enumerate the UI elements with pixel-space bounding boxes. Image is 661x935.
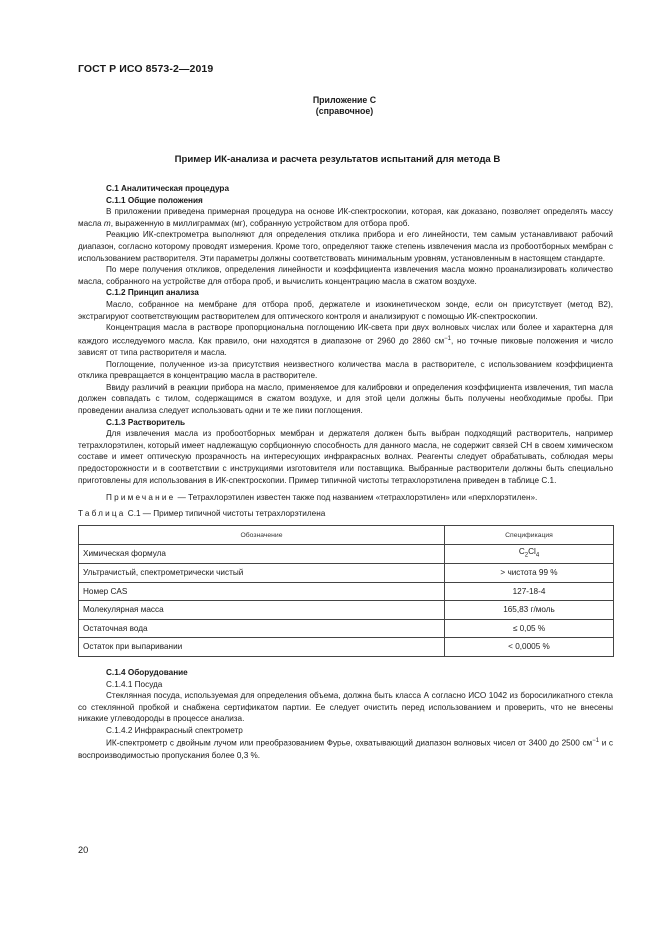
table-row	[79, 601, 614, 620]
table-row	[79, 638, 614, 657]
table-cell: Ультрачистый, спектрометрически чистый	[79, 563, 445, 582]
section-heading-c11: С.1.1 Общие положения	[106, 195, 203, 205]
table-cell: > чистота 99 %	[445, 563, 614, 582]
table-caption: Таблица С.1 — Пример типичной чистоты тетрахлорэтилена	[78, 508, 326, 518]
note: Примечание — Тетрахлорэтилен известен также под названием «тетрахлорэтилен» или «перхлорэтилен».	[106, 493, 538, 503]
table-cell: Остаток при выпаривании	[79, 638, 445, 657]
section-heading-c14: С.1.4 Оборудование	[106, 667, 188, 677]
table-cell: Химическая формула	[79, 545, 445, 564]
section-heading-c1: С.1 Аналитическая процедура	[106, 184, 229, 193]
paragraph: Реакцию ИК-спектрометра выполняют для определения отклика прибора и его линейности, тем самым устанавливают рабочий диапазон, согласно которому проводят измерения. Кроме того, определяют также степень извлечения масла из пробоотборных мембран с использованием растворителя. Эти параметры должны соответствовать минимальным уровням, установленным в настоящем стандарте.	[78, 230, 613, 263]
paragraph: Для извлечения масла из пробоотборных мембран и держателя должен быть выбран подходящий растворитель, например тетрахлорэтилен, который имеет надлежащую сорбционную способность для данного масла, не содержит связей СН в своем химическом составе и имеет оптическую прозрачность на интересующих инфракрасных волнах. Реагенты следует обрабатывать, соблюдая меры предосторожности и в соответствии с инструкциями изготовителя или поставщика. Выбранные растворители должны быть специально приготовлены для использования в ИК-спектроскопии. Пример типичной чистоты тетрахлорэтилена приведен в таблице С.1.	[78, 429, 613, 485]
table-row	[79, 563, 614, 582]
table-cell: < 0,0005 %	[445, 638, 614, 657]
annex-title: Приложение С	[312, 95, 377, 105]
paragraph: По мере получения откликов, определения линейности и коэффициента извлечения масла можно проанализировать количество масла, собранного на устройстве для отбора проб, и вычислить концентрацию масла в сжатом воздухе.	[78, 265, 613, 286]
table-cell: Остаточная вода	[79, 619, 445, 638]
subsection-heading: С.1.4.2 Инфракрасный спектрометр	[106, 725, 243, 735]
purity-table	[78, 525, 614, 657]
chemical-formula: $C_2Cl_4$	[445, 545, 614, 564]
paragraph: Ввиду различий в реакции прибора на масло, применяемое для калибровки и определения коэффициента извлечения, тип масла должен совпадать с тилом, содержащимся в сжатом воздухе, и для этой цели должны быть получены необходимые пробы. При проведении анализа следует использовать одни и те же пики поглощения.	[78, 382, 613, 416]
main-title: Пример ИК-анализа и расчета результатов испытаний для метода В	[174, 154, 501, 165]
section-heading-c12: С.1.2 Принцип анализа	[106, 288, 199, 298]
paragraph: Поглощение, полученное из-за присутствия неизвестного количества масла в растворителе, с использованием коэффициента отклика превращается в концентрацию масла в растворителе.	[78, 359, 613, 381]
column-header: Обозначение	[79, 526, 445, 545]
table-cell: ≤ 0,05 %	[445, 619, 614, 638]
column-header: Спецификация	[445, 526, 614, 545]
section-heading-c13: С.1.3 Растворитель	[106, 417, 186, 427]
paragraph: В приложении приведена примерная процедура на основе ИК-спектроскопии, которая, как доказано, позволяет определять массу масла m, выраженную в миллиграммах (мг), собранную устройством для отбора проб.	[78, 207, 613, 228]
subsection-heading: С.1.4.1 Посуда	[106, 679, 163, 689]
annex-subtitle: (справочное)	[315, 106, 374, 116]
table-cell: 127-18-4	[445, 582, 614, 601]
table-row	[79, 545, 614, 564]
page-number: 20	[78, 845, 89, 855]
document-body	[78, 183, 613, 761]
paragraph: Концентрация масла в растворе пропорциональна поглощению ИК-света при двух волновых числах или более и характерна для каждого исследуемого масла. Как правило, они находятся в диапазоне от 2960 до 2860 $см^{-1}$, но точные пиковые положения и число зависят от типа растворителя и масла.	[78, 323, 614, 358]
paragraph: Стеклянная посуда, используемая для определения объема, должна быть класса А согласно ИСО 1042 из боросиликатного стекла со стеклянной пробкой и снабжена сертификатом партии. Ее следует очистить перед использованием и проверить, что не внесены никакие углеводороды в процессе анализа.	[78, 691, 613, 724]
table-row	[79, 619, 614, 638]
paragraph: Масло, собранное на мембране для отбора проб, держателе и изокинетическом зонде, если он присутствует (метод В2), экстрагируют соответствующим растворителем для оптического контроля и анализируют с помощью ИК-спектроскопии.	[78, 299, 613, 321]
table-cell: Номер CAS	[79, 582, 445, 601]
paragraph: ИК-спектрометр с двойным лучом или преобразованием Фурье, охватывающий диапазон волновых чисел от 3400 до 2500 $см^{-1}$ и с воспроизводимостью пропускания более 0,3 %.	[78, 738, 614, 760]
table-cell: Молекулярная масса	[79, 601, 445, 620]
table-cell: 165,83 г/моль	[445, 601, 614, 620]
table-row	[79, 582, 614, 601]
table-header-row	[79, 526, 614, 545]
standard-header: ГОСТ Р ИСО 8573-2—2019	[78, 63, 214, 75]
